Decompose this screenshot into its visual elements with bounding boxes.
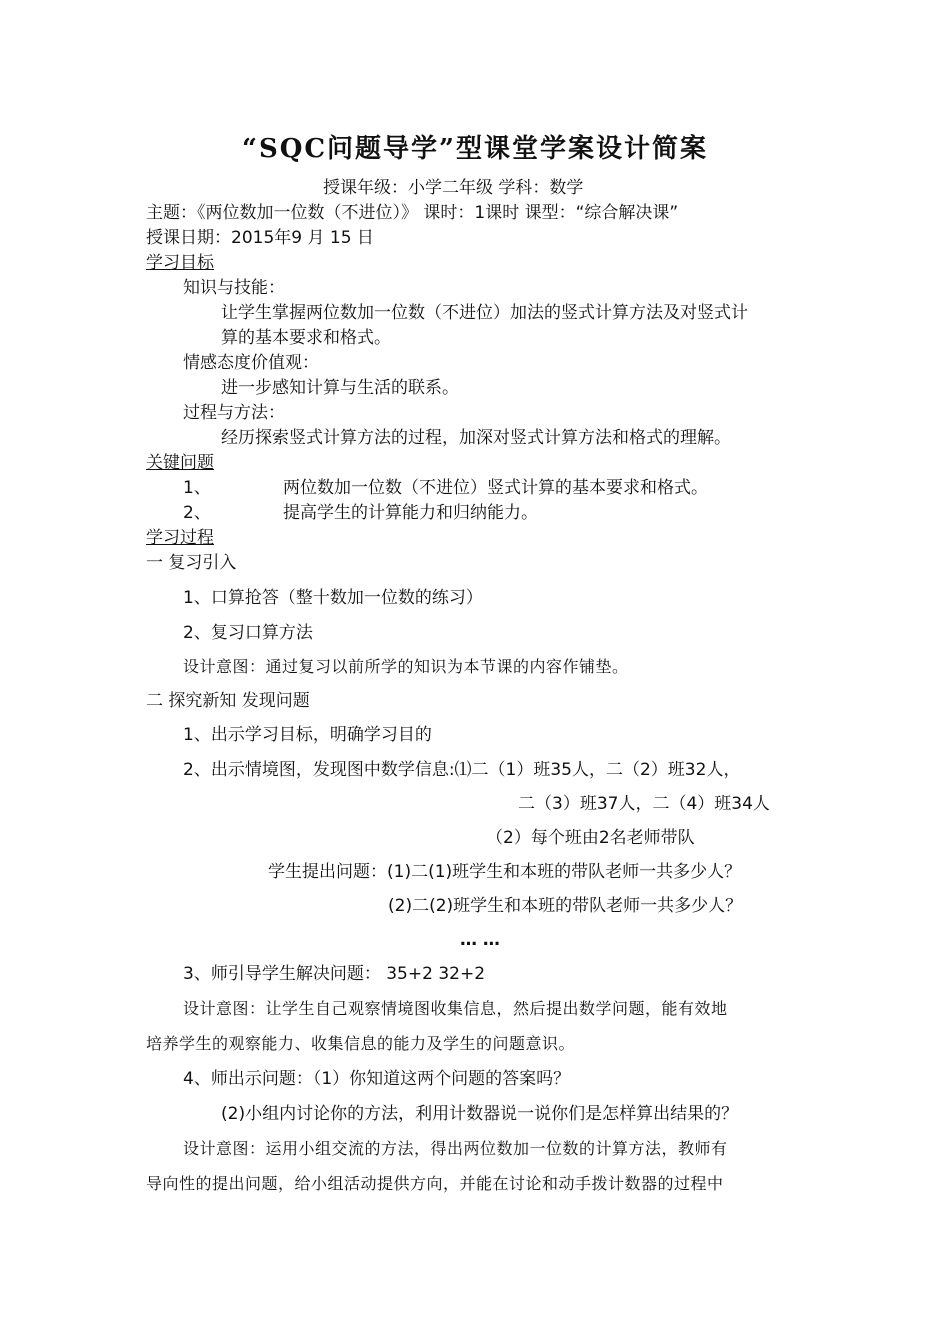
design-intent-text: 导向性的提出问题，给小组活动提供方向，并能在讨论和动手拨计数器的过程中 bbox=[146, 1174, 724, 1193]
key-item-number: 2、 bbox=[183, 503, 211, 523]
emotion-text: 进一步感知计算与生活的联系。 bbox=[221, 378, 459, 398]
ellipsis: … … bbox=[460, 930, 500, 950]
topic-line: 主题：《两位数加一位数（不进位）》 课时：1课时 课型：“综合解决课” bbox=[146, 203, 679, 223]
process-heading: 学习过程 bbox=[146, 528, 214, 548]
section-1-title: 一 复习引入 bbox=[146, 553, 237, 573]
section-1-item-1: 1、口算抢答（整十数加一位数的练习） bbox=[183, 588, 483, 608]
section-2-design-intent-3a bbox=[183, 1138, 728, 1160]
design-intent-text: 设计意图：运用小组交流的方法，得出两位数加一位数的计算方法，教师有 bbox=[183, 1139, 728, 1158]
goals-heading: 学习目标 bbox=[146, 253, 214, 273]
key-item-text: 提高学生的计算能力和归纳能力。 bbox=[283, 503, 538, 523]
date-line: 授课日期：2015年9 月 15 日 bbox=[146, 228, 374, 248]
section-2-item-1: 1、出示学习目标，明确学习目的 bbox=[183, 725, 432, 745]
section-2-design-intent-2b bbox=[146, 1033, 575, 1055]
student-question-1: 学生提出问题：(1)二(1)班学生和本班的带队老师一共多少人？ bbox=[268, 862, 742, 882]
key-item-text: 两位数加一位数（不进位）竖式计算的基本要求和格式。 bbox=[283, 478, 708, 498]
section-2-item-4a: 4、师出示问题：（1）你知道这两个问题的答案吗？ bbox=[183, 1069, 571, 1089]
knowledge-text-2: 算的基本要求和格式。 bbox=[221, 328, 391, 348]
student-question-2: (2)二(2)班学生和本班的带队老师一共多少人？ bbox=[388, 896, 743, 916]
section-2-title: 二 探究新知 发现问题 bbox=[146, 691, 310, 711]
key-heading: 关键问题 bbox=[146, 453, 214, 473]
section-2-item-2c: （2）每个班由2名老师带队 bbox=[486, 828, 695, 848]
design-intent-text: 培养学生的观察能力、收集信息的能力及学生的问题意识。 bbox=[146, 1034, 576, 1053]
design-intent-text: 设计意图：通过复习以前所学的知识为本节课的内容作铺垫。 bbox=[183, 657, 629, 676]
section-2-item-3: 3、师引导学生解决问题： 35+2 32+2 bbox=[183, 964, 486, 984]
key-item-number: 1、 bbox=[183, 478, 211, 498]
page-title: “SQC问题导学”型课堂学案设计简案 bbox=[241, 134, 709, 164]
design-intent-text: 设计意图：让学生自己观察情境图收集信息，然后提出数学问题，能有效地 bbox=[183, 999, 728, 1018]
section-1-item-2: 2、复习口算方法 bbox=[183, 623, 313, 643]
key-item bbox=[183, 477, 708, 499]
section-1-design-intent bbox=[183, 656, 629, 678]
emotion-label: 情感态度价值观： bbox=[183, 353, 319, 373]
section-2-item-2a: 2、出示情境图，发现图中数学信息:⑴二（1）班35人，二（2）班32人， bbox=[183, 760, 741, 780]
key-item bbox=[183, 502, 538, 524]
knowledge-label: 知识与技能： bbox=[183, 278, 285, 298]
knowledge-text-1: 让学生掌握两位数加一位数（不进位）加法的竖式计算方法及对竖式计 bbox=[221, 303, 748, 323]
section-2-design-intent-2a bbox=[183, 998, 728, 1020]
process-text: 经历探索竖式计算方法的过程，加深对竖式计算方法和格式的理解。 bbox=[221, 428, 731, 448]
grade-subject-line: 授课年级：小学二年级 学科：数学 bbox=[323, 178, 584, 198]
section-2-design-intent-3b bbox=[146, 1173, 724, 1195]
process-label: 过程与方法： bbox=[183, 403, 285, 423]
section-2-item-4b: (2)小组内讨论你的方法，利用计数器说一说你们是怎样算出结果的？ bbox=[221, 1104, 739, 1124]
section-2-item-2b: 二（3）班37人，二（4）班34人 bbox=[518, 794, 770, 814]
